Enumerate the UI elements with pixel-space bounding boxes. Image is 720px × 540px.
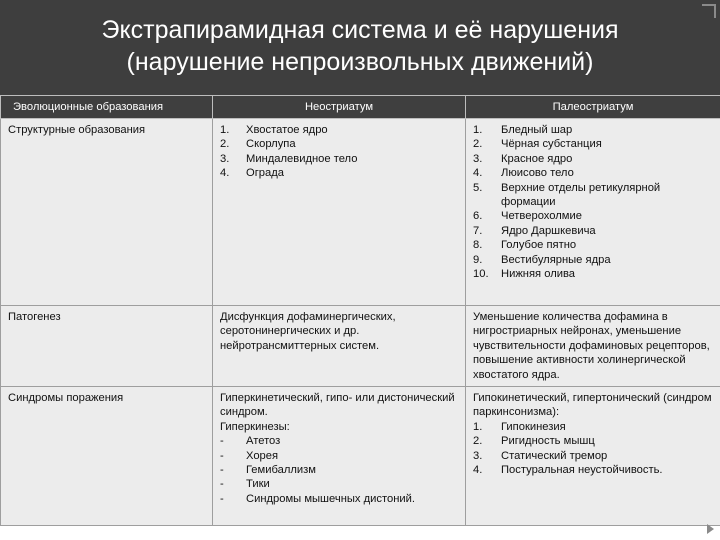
neo-syndromes-subheading: Гиперкинезы: — [220, 420, 290, 433]
list-item: - Тики — [220, 478, 270, 491]
list-item: - Хорея — [220, 449, 279, 462]
list-item: 2. Чёрная субстанция — [473, 138, 602, 151]
table-header-row — [1, 96, 720, 119]
header-evolution: Эволюционные образования — [1, 96, 213, 119]
list-item: 6. Четверохолмие — [473, 210, 582, 223]
list-item: 1. Хвостатое ядро — [220, 124, 328, 136]
slide-title-line-2: (нарушение непроизвольных движений) — [126, 48, 594, 76]
list-item: 9. Вестибулярные ядра — [473, 253, 611, 266]
list-item: - Атетоз — [220, 435, 281, 448]
next-slide-arrow-icon[interactable] — [707, 524, 714, 534]
list-item: 3. Красное ядро — [473, 152, 573, 165]
hyperkinesis-list — [220, 434, 459, 506]
paleo-pathogenesis-cell: Уменьшение количества дофамина в нигростриарных нейронах, уменьшение чувствительности дофаминовых рецепторов, повышение активности холинергической хвостатого ядра. — [466, 306, 720, 387]
list-item: 4. Постуральная неустойчивость. — [473, 464, 663, 477]
list-item: 5. Верхние отделы ретикулярной формации — [473, 181, 661, 209]
list-item: 3. Миндалевидное тело — [220, 152, 358, 165]
neo-structures-cell — [213, 119, 466, 306]
list-item: 4. Люисово тело — [473, 167, 574, 180]
list-item: 1. Гипокинезия — [473, 420, 566, 433]
table-row — [1, 387, 720, 526]
comparison-table — [0, 95, 720, 526]
list-item: 7. Ядро Даршкевича — [473, 224, 596, 237]
list-item: 3. Статический тремор — [473, 449, 608, 462]
table-row — [1, 306, 720, 387]
list-item: 1. Бледный шар — [473, 124, 573, 136]
neo-pathogenesis-cell: Дисфункция дофаминергических, серотонинергических и др. нейротрансмиттерных систем. — [213, 306, 466, 387]
list-item: - Синдромы мышечных дистоний. — [220, 492, 416, 505]
neo-syndromes-intro: Гиперкинетический, гипо- или дистонический синдром. — [220, 392, 455, 419]
list-item: 2. Ригидность мышц — [473, 435, 595, 448]
list-item: 10. Нижняя олива — [473, 268, 576, 281]
header-neostriatum: Неостриатум — [213, 96, 466, 119]
neo-structures-list — [220, 123, 459, 181]
slide-title-line-1: Экстрапирамидная система и её нарушения — [101, 16, 619, 44]
paleo-structures-list — [473, 123, 714, 281]
row-label-pathogenesis: Патогенез — [1, 306, 213, 387]
neo-syndromes-cell — [213, 387, 466, 526]
title-bar — [0, 0, 720, 95]
corner-bracket-icon — [702, 4, 716, 18]
list-item: - Гемибаллизм — [220, 464, 316, 477]
parkinsonism-list — [473, 420, 714, 478]
row-label-structures: Структурные образования — [1, 119, 213, 306]
paleo-syndromes-intro: Гипокинетический, гипертонический (синдром паркинсонизма): — [473, 392, 712, 419]
list-item: 2. Скорлупа — [220, 138, 296, 151]
header-paleostriatum: Палеостриатум — [466, 96, 720, 119]
row-label-syndromes: Синдромы поражения — [1, 387, 213, 526]
paleo-structures-cell — [466, 119, 720, 306]
table-row — [1, 119, 720, 306]
list-item: 8. Голубое пятно — [473, 239, 577, 252]
paleo-syndromes-cell — [466, 387, 720, 526]
list-item: 4. Ограда — [220, 167, 284, 180]
